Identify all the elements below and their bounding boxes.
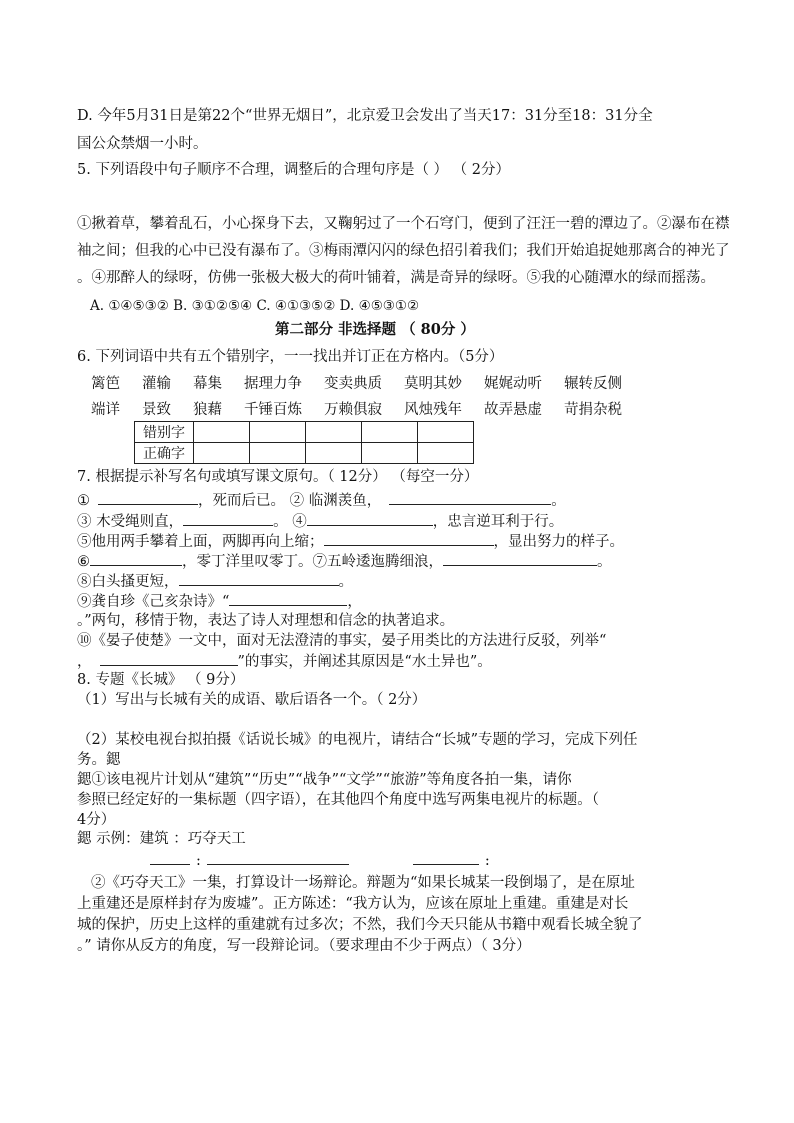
q6-word-row-2	[91, 400, 644, 420]
blank-line[interactable]	[90, 551, 182, 566]
blank-line[interactable]	[207, 850, 349, 865]
q6-word: 篱笆	[91, 376, 120, 392]
q5-options: A. ①④⑤③② B. ③①②⑤④ C. ④①③⑤② D. ④⑤③①②	[90, 298, 420, 314]
q8-debate-line4: 。” 请你从反方的角度，写一段辩论词。（要求理由不少于两点）（ 3分）	[77, 938, 531, 954]
q8-sub2-line2: 务。鍶	[77, 752, 121, 768]
answer-cell[interactable]	[194, 422, 250, 443]
q4-option-d-line2: 国公众禁烟一小时。	[77, 136, 208, 152]
colon: :	[484, 853, 490, 869]
blank-line[interactable]	[389, 490, 551, 505]
answer-cell[interactable]	[362, 422, 418, 443]
blank-line[interactable]	[98, 490, 198, 505]
part2-title: 第二部分 非选择题 （ 80分 ）	[275, 321, 475, 338]
colon: :	[196, 853, 201, 869]
q8-stem: 8. 专题《长城》 （ 9分）	[77, 672, 245, 688]
q7-text: 。 ④	[273, 514, 307, 530]
q7-item-6-7	[77, 551, 612, 572]
q7-item-5	[77, 531, 624, 552]
item-number: ①	[77, 493, 90, 509]
blank-line[interactable]	[183, 511, 273, 526]
q7-stem: 7. 根据提示补写名句或填写课文原句。（ 12分） （每空一分）	[77, 469, 479, 485]
answer-cell[interactable]	[418, 422, 474, 443]
q7-item-10-cont	[77, 651, 492, 672]
correction-table	[134, 421, 474, 464]
q7-text: ，忠言逆耳利于行。	[432, 514, 564, 530]
q7-text: ，	[347, 594, 362, 610]
blank-line[interactable]	[324, 531, 494, 546]
blank-line[interactable]	[179, 571, 339, 586]
answer-cell[interactable]	[250, 422, 306, 443]
answer-cell[interactable]	[194, 443, 250, 464]
q6-stem: 6. 下列词语中共有五个错别字，一一找出并订正在方格内。（5分）	[77, 349, 504, 365]
q5-passage-line3: 。④那醉人的绿呀，仿佛一张极大极大的荷叶铺着，满是奇异的绿呀。⑤我的心随潭水的绿而摇荡。	[77, 270, 715, 286]
q7-text: ，	[77, 654, 92, 670]
q6-word: 莫明其妙	[404, 376, 462, 392]
item-number: ⑥	[77, 554, 90, 570]
answer-cell[interactable]	[306, 443, 362, 464]
q6-word: 娓娓动听	[484, 376, 542, 392]
q7-text: 。	[338, 574, 353, 590]
q7-item-9	[77, 591, 362, 612]
answer-cell[interactable]	[418, 443, 474, 464]
answer-cell[interactable]	[306, 422, 362, 443]
q7-item-1-2	[77, 490, 566, 511]
blank-line[interactable]	[150, 850, 190, 865]
q6-word-row-1	[91, 374, 644, 394]
q7-text: ”的事实，并阐述其原因是“水土异也”。	[237, 654, 492, 670]
q7-text: 。	[597, 554, 612, 570]
q6-word: 据理力争	[244, 376, 302, 392]
q7-text: ，零丁洋里叹零丁。⑦五岭逶迤腾细浪，	[182, 554, 443, 570]
q6-word: 灌输	[142, 376, 171, 392]
q5-passage-line1: ①揪着草，攀着乱石，小心探身下去，又鞠躬过了一个石穹门，便到了汪汪一碧的潭边了。②瀑布在襟	[77, 216, 730, 232]
q7-text: ⑤他用两手攀着上面，两脚再向上缩；	[77, 534, 324, 550]
q6-word: 幕集	[193, 376, 222, 392]
answer-cell[interactable]	[362, 443, 418, 464]
q8-sub2-line3: 鍶①该电视片计划从“建筑”“历史”“战争”“文学”“旅游”等角度各拍一集，请你	[77, 772, 572, 788]
q7-text: 。	[551, 493, 566, 509]
q6-word: 辗转反侧	[564, 376, 622, 392]
correct-char-header: 正确字	[135, 443, 194, 464]
q7-item-9-cont: 。”两句，移情于物，表达了诗人对理想和信念的执著追求。	[77, 613, 455, 629]
blank-line[interactable]	[413, 850, 479, 865]
blank-line[interactable]	[100, 651, 238, 666]
q5-stem: 5. 下列语段中句子顺序不合理，调整后的合理句序是（ ） （ 2分）	[77, 162, 510, 178]
q7-text: ⑨龚自珍《己亥杂诗》“	[77, 594, 230, 610]
answer-cell[interactable]	[250, 443, 306, 464]
q7-text: ，显出努力的样子。	[493, 534, 624, 550]
q8-sub2-line5: 4分）	[77, 812, 116, 828]
q4-option-d-line1: D. 今年5月31日是第22个“世界无烟日”，北京爱卫会发出了当天17：31分至18：31分全	[77, 108, 653, 124]
q6-word: 狼藉	[193, 402, 222, 418]
q6-word: 风烛残年	[404, 402, 462, 418]
q7-text: ⑧白头搔更短，	[77, 574, 179, 590]
table-row	[135, 443, 474, 464]
q6-word: 故弄悬虚	[484, 402, 542, 418]
q8-sub2-line1: （2）某校电视台拟拍摄《话说长城》的电视片，请结合“长城”专题的学习，完成下列任	[77, 732, 638, 748]
q7-text: ③ 木受绳则直，	[77, 514, 184, 530]
blank-line[interactable]	[307, 511, 433, 526]
q7-item-8	[77, 571, 353, 592]
q8-debate-line3: 城的保护，历史上这样的重建就有过多次；不然，我们今天只能从书籍中观看长城全貌了	[77, 917, 643, 933]
wrong-char-header: 错别字	[135, 422, 194, 443]
q6-word: 端详	[91, 402, 120, 418]
blank-line[interactable]	[229, 591, 347, 606]
q8-title-answer-row	[150, 850, 490, 871]
q6-word: 万赖俱寂	[324, 402, 382, 418]
q6-word: 变卖典质	[324, 376, 382, 392]
q6-word: 千锤百炼	[244, 402, 302, 418]
q8-example: 鍶 示例：建筑 ：巧夺天工	[77, 831, 246, 847]
q8-sub1: （1）写出与长城有关的成语、歇后语各一个。（ 2分）	[77, 692, 427, 708]
q6-word: 景致	[142, 402, 171, 418]
q6-word: 苛捐杂税	[564, 402, 622, 418]
q7-item-10: ⑩《晏子使楚》一文中，面对无法澄清的事实，晏子用类比的方法进行反驳，列举“	[77, 633, 607, 649]
q5-passage-line2: 袖之间；但我的心中已没有瀑布了。③梅雨潭闪闪的绿色招引着我们；我们开始追捉她那离合的神光了	[77, 243, 730, 259]
blank-line[interactable]	[443, 551, 597, 566]
table-row	[135, 422, 474, 443]
q7-text: ，死而后已。 ② 临渊羡鱼，	[198, 493, 382, 509]
q7-item-3-4	[77, 511, 563, 532]
q8-debate-line2: 上重建还是原样封存为废墟”。正方陈述：“我方认为，应该在原址上重建。重建是对长	[77, 896, 629, 912]
q8-sub2-line4: 参照已经定好的一集标题（四字语），在其他四个角度中选写两集电视片的标题。（	[77, 792, 599, 808]
q8-debate-line1: ②《巧夺天工》一集，打算设计一场辩论。辩题为“如果长城某一段倒塌了，是在原址	[91, 875, 635, 891]
